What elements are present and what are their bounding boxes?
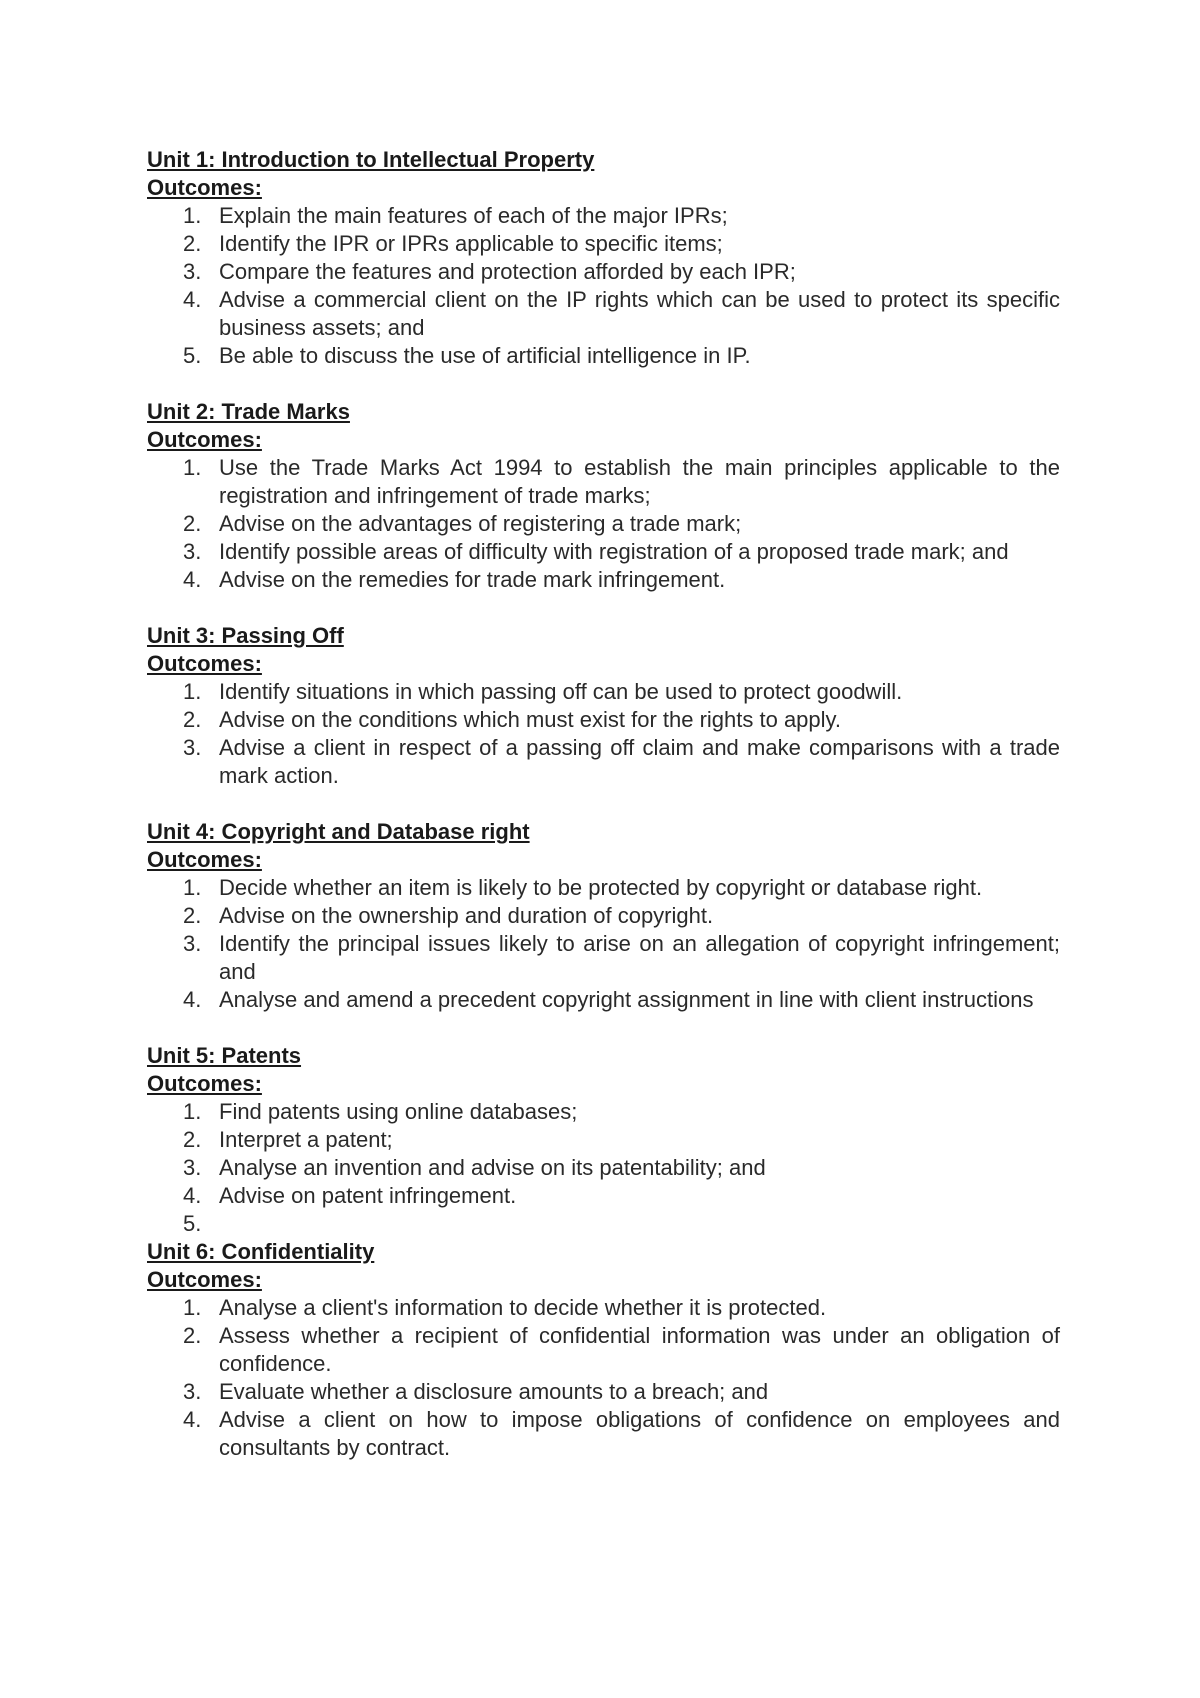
item-number: 4. bbox=[183, 987, 202, 1012]
item-text: Advise a client on how to impose obligations of confidence on employees and consultants by contract. bbox=[219, 1407, 1060, 1460]
list-item bbox=[147, 454, 1060, 510]
outcome-list bbox=[147, 454, 1060, 594]
item-text: Analyse a client's information to decide whether it is protected. bbox=[219, 1295, 827, 1320]
item-text: Analyse an invention and advise on its patentability; and bbox=[219, 1155, 766, 1180]
list-item bbox=[147, 1098, 1060, 1126]
unit-section bbox=[147, 818, 1060, 1014]
outcome-list bbox=[147, 202, 1060, 370]
item-number: 2. bbox=[183, 1323, 202, 1348]
item-text: Advise on the remedies for trade mark infringement. bbox=[219, 567, 726, 592]
item-number: 1. bbox=[183, 875, 202, 900]
item-number: 4. bbox=[183, 1183, 202, 1208]
item-number: 3. bbox=[183, 735, 202, 760]
item-text: Use the Trade Marks Act 1994 to establish the main principles applicable to the registration and infringement of trade marks; bbox=[219, 455, 1060, 508]
item-text: Compare the features and protection afforded by each IPR; bbox=[219, 259, 796, 284]
unit-section bbox=[147, 622, 1060, 790]
item-number: 5. bbox=[183, 1211, 202, 1236]
list-item bbox=[147, 874, 1060, 902]
list-item bbox=[147, 286, 1060, 342]
outcomes-label: Outcomes: bbox=[147, 1267, 262, 1292]
outcomes-label: Outcomes: bbox=[147, 847, 262, 872]
item-number: 3. bbox=[183, 539, 202, 564]
document-page bbox=[147, 146, 1060, 1490]
item-text: Advise on the advantages of registering a trade mark; bbox=[219, 511, 742, 536]
outcome-list bbox=[147, 1294, 1060, 1462]
list-item bbox=[147, 1294, 1060, 1322]
list-item bbox=[147, 1378, 1060, 1406]
unit-section bbox=[147, 146, 1060, 370]
list-item bbox=[147, 902, 1060, 930]
item-number: 4. bbox=[183, 1407, 202, 1432]
item-text: Advise a client in respect of a passing off claim and make comparisons with a trade mark action. bbox=[219, 735, 1060, 788]
list-item bbox=[147, 1322, 1060, 1378]
list-item bbox=[147, 1406, 1060, 1462]
list-item bbox=[147, 538, 1060, 566]
item-number: 3. bbox=[183, 1155, 202, 1180]
item-text: Analyse and amend a precedent copyright assignment in line with client instructions bbox=[219, 987, 1034, 1012]
item-text: Be able to discuss the use of artificial intelligence in IP. bbox=[219, 343, 751, 368]
item-number: 3. bbox=[183, 1379, 202, 1404]
item-number: 1. bbox=[183, 679, 202, 704]
outcomes-label: Outcomes: bbox=[147, 651, 262, 676]
list-item bbox=[147, 230, 1060, 258]
item-number: 2. bbox=[183, 511, 202, 536]
item-number: 1. bbox=[183, 203, 202, 228]
item-number: 2. bbox=[183, 903, 202, 928]
unit-title: Unit 6: Confidentiality bbox=[147, 1239, 375, 1264]
item-number: 3. bbox=[183, 259, 202, 284]
outcome-list bbox=[147, 678, 1060, 790]
item-text: Advise on patent infringement. bbox=[219, 1183, 517, 1208]
item-number: 2. bbox=[183, 231, 202, 256]
list-item bbox=[147, 1126, 1060, 1154]
list-item bbox=[147, 1210, 1060, 1238]
item-number: 4. bbox=[183, 567, 202, 592]
outcomes-label: Outcomes: bbox=[147, 175, 262, 200]
item-number: 1. bbox=[183, 455, 202, 480]
outcomes-label: Outcomes: bbox=[147, 427, 262, 452]
list-item bbox=[147, 986, 1060, 1014]
item-text: Advise a commercial client on the IP rights which can be used to protect its specific business assets; and bbox=[219, 287, 1060, 340]
item-text: Interpret a patent; bbox=[219, 1127, 393, 1152]
list-item bbox=[147, 566, 1060, 594]
item-text: Identify the IPR or IPRs applicable to specific items; bbox=[219, 231, 723, 256]
item-number: 5. bbox=[183, 343, 202, 368]
unit-title: Unit 3: Passing Off bbox=[147, 623, 344, 648]
list-item bbox=[147, 930, 1060, 986]
item-text: Advise on the ownership and duration of copyright. bbox=[219, 903, 714, 928]
item-number: 2. bbox=[183, 1127, 202, 1152]
item-number: 1. bbox=[183, 1295, 202, 1320]
list-item bbox=[147, 706, 1060, 734]
outcome-list bbox=[147, 1098, 1060, 1238]
outcomes-label: Outcomes: bbox=[147, 1071, 262, 1096]
item-text: Assess whether a recipient of confidential information was under an obligation of confidence. bbox=[219, 1323, 1060, 1376]
item-number: 3. bbox=[183, 931, 202, 956]
list-item bbox=[147, 678, 1060, 706]
item-text: Identify possible areas of difficulty with registration of a proposed trade mark; and bbox=[219, 539, 1009, 564]
list-item bbox=[147, 258, 1060, 286]
unit-section bbox=[147, 398, 1060, 594]
unit-title: Unit 4: Copyright and Database right bbox=[147, 819, 530, 844]
unit-section bbox=[147, 1238, 1060, 1462]
list-item bbox=[147, 734, 1060, 790]
unit-section bbox=[147, 1042, 1060, 1238]
item-text: Evaluate whether a disclosure amounts to a breach; and bbox=[219, 1379, 769, 1404]
list-item bbox=[147, 342, 1060, 370]
unit-title: Unit 2: Trade Marks bbox=[147, 399, 350, 424]
item-text: Advise on the conditions which must exist for the rights to apply. bbox=[219, 707, 842, 732]
item-number: 4. bbox=[183, 287, 202, 312]
list-item bbox=[147, 1154, 1060, 1182]
list-item bbox=[147, 1182, 1060, 1210]
item-text: Decide whether an item is likely to be protected by copyright or database right. bbox=[219, 875, 983, 900]
outcome-list bbox=[147, 874, 1060, 1014]
list-item bbox=[147, 510, 1060, 538]
unit-title: Unit 1: Introduction to Intellectual Property bbox=[147, 147, 595, 172]
list-item bbox=[147, 202, 1060, 230]
item-number: 1. bbox=[183, 1099, 202, 1124]
unit-title: Unit 5: Patents bbox=[147, 1043, 302, 1068]
item-text: Identify situations in which passing off can be used to protect goodwill. bbox=[219, 679, 903, 704]
item-text: Explain the main features of each of the major IPRs; bbox=[219, 203, 728, 228]
item-text: Find patents using online databases; bbox=[219, 1099, 578, 1124]
item-number: 2. bbox=[183, 707, 202, 732]
item-text: Identify the principal issues likely to arise on an allegation of copyright infringement; and bbox=[219, 931, 1060, 984]
